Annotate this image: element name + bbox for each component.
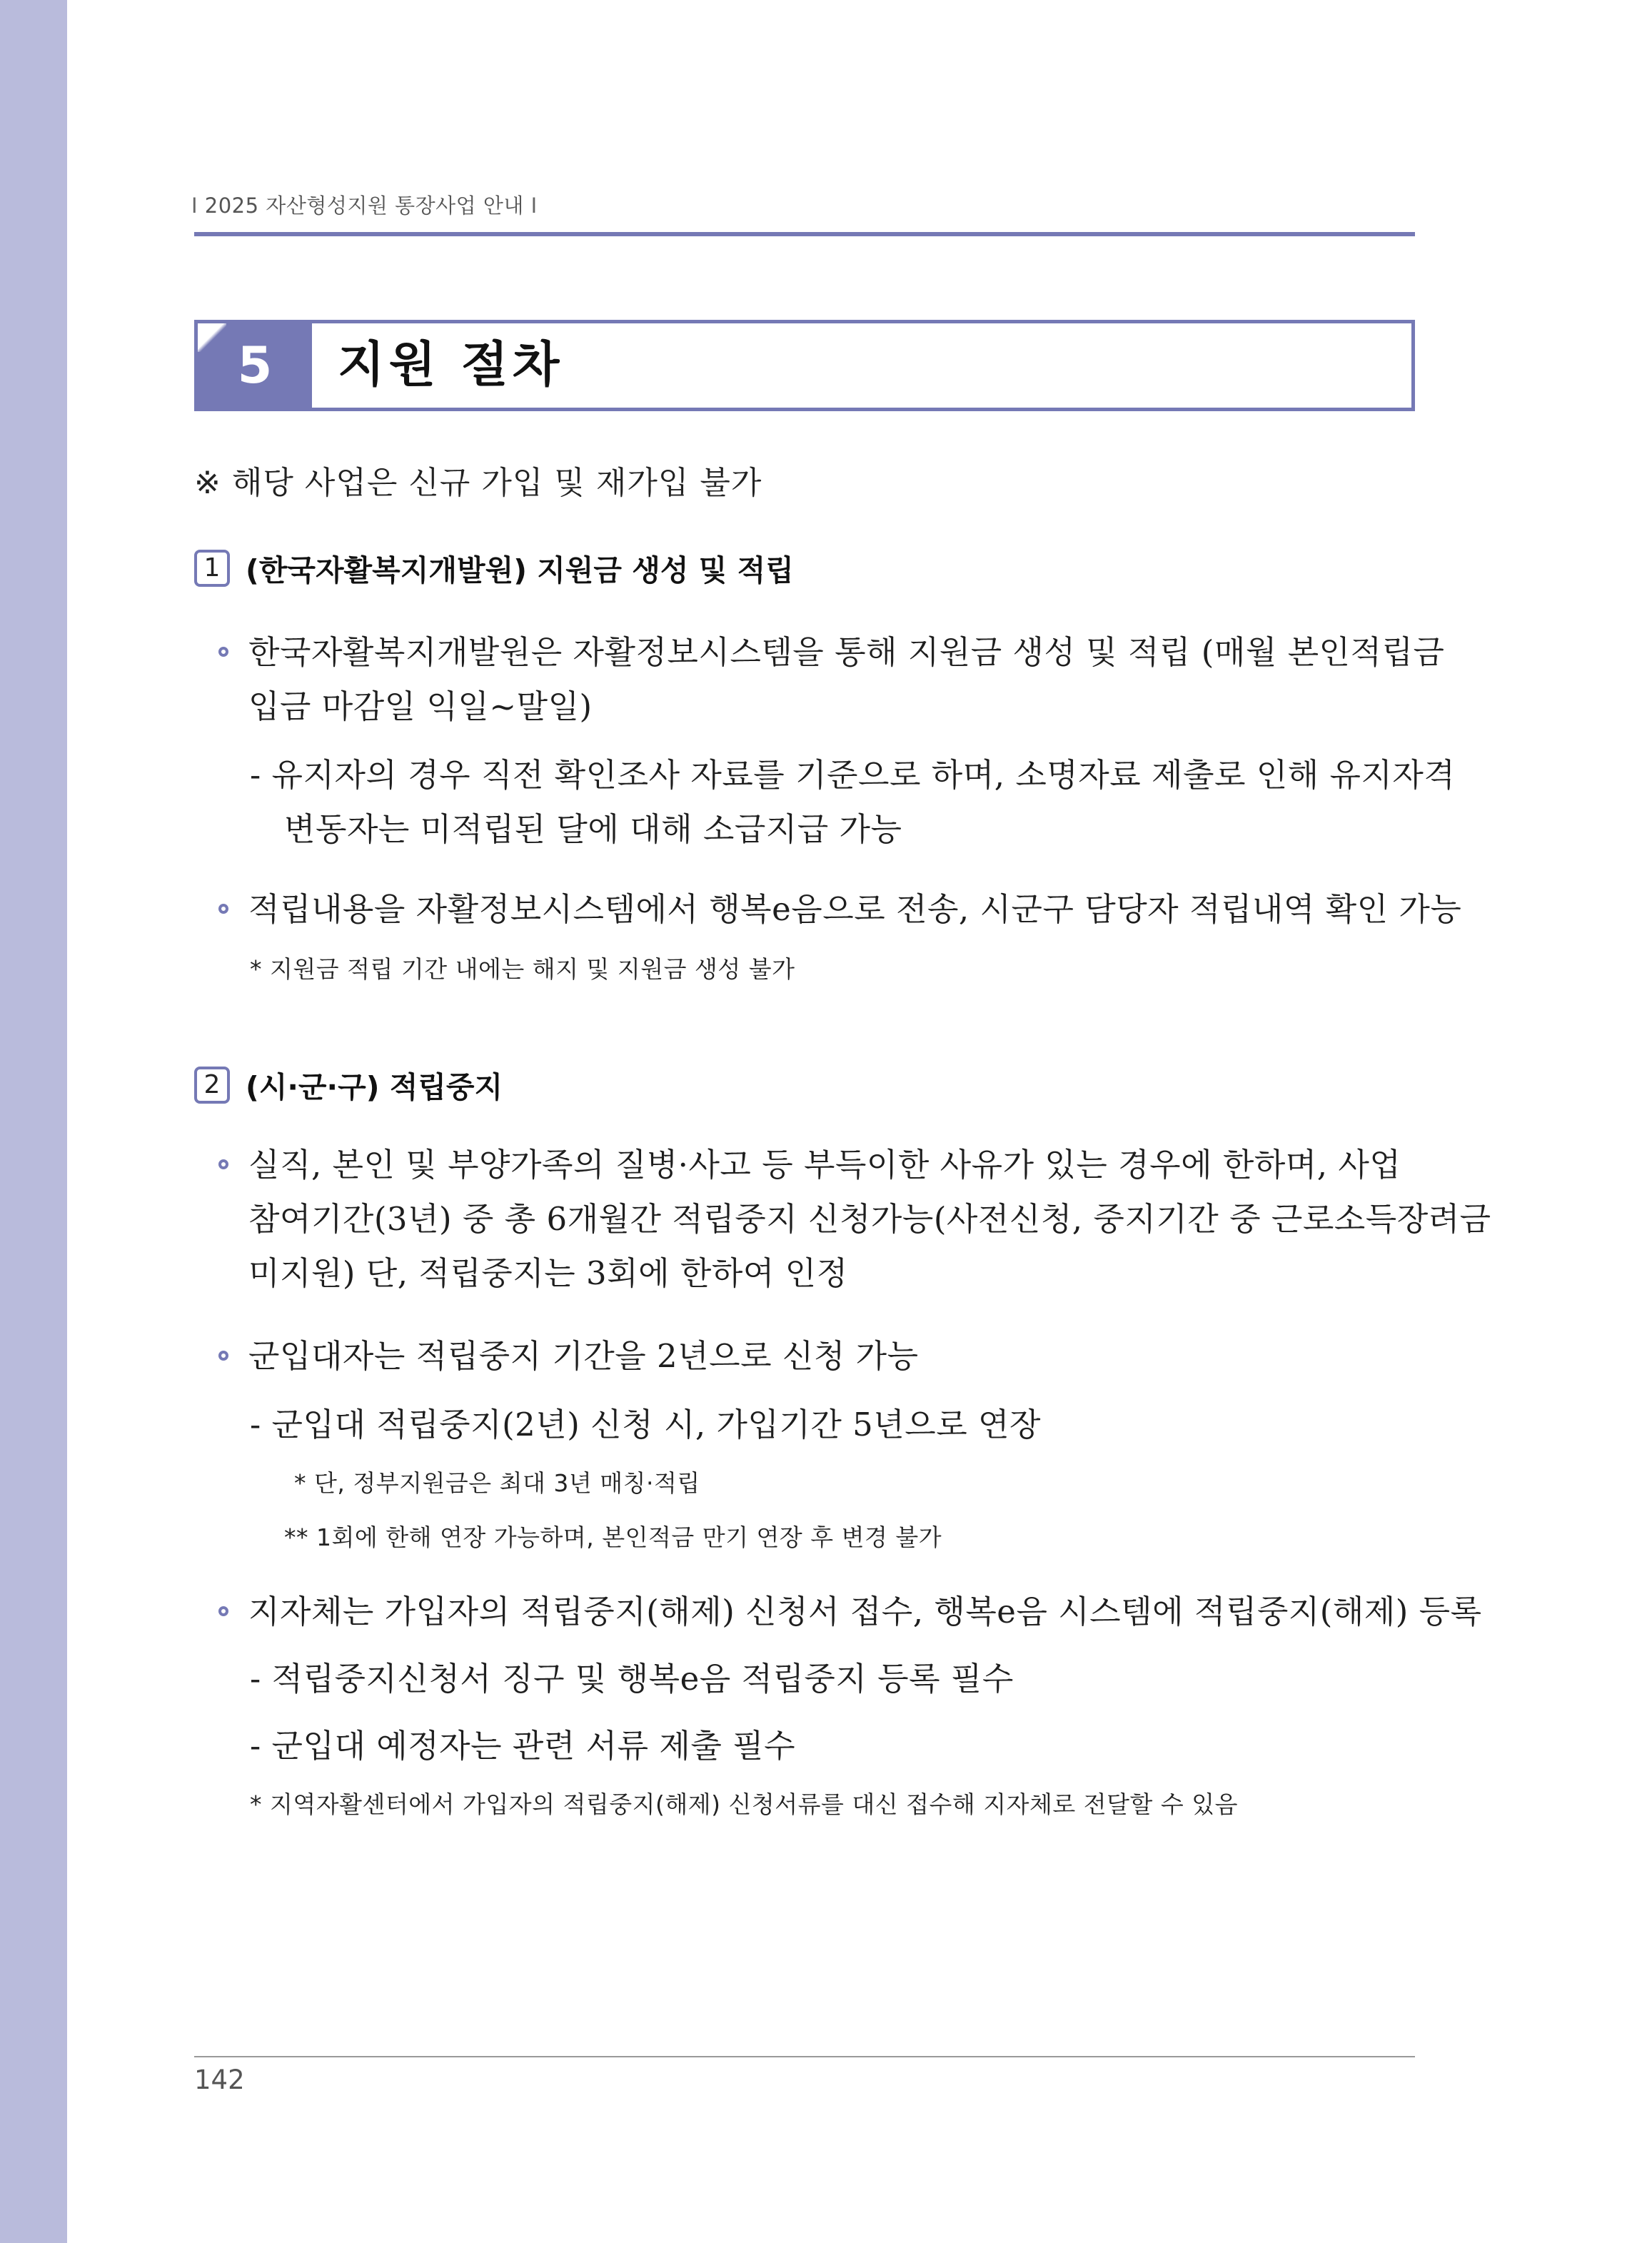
paragraph-line: 참여기간(3년) 중 총 6개월간 적립중지 신청가능(사전신청, 중지기간 중 근로소득장려금 xyxy=(248,1200,1491,1238)
paragraph-line: 실직, 본인 및 부양가족의 질병·사고 등 부득이한 사유가 있는 경우에 한하며, 사업 xyxy=(248,1146,1401,1184)
dash-item-line: - 군입대 적립중지(2년) 신청 시, 가입기간 5년으로 연장 xyxy=(250,1406,1041,1443)
paragraph-line: 적립내용을 자활정보시스템에서 행복e음으로 전송, 시군구 담당자 적립내역 확인 가능 xyxy=(248,890,1462,928)
dash-item-line: 변동자는 미적립된 달에 대해 소급지급 가능 xyxy=(284,810,902,848)
paragraph-line: 지자체는 가입자의 적립중지(해제) 신청서 접수, 행복e음 시스템에 적립중지(해제) 등록 xyxy=(248,1593,1482,1630)
running-header xyxy=(191,190,538,219)
paragraph-line: 입금 마감일 익일~말일) xyxy=(248,687,593,725)
footnote: * 지원금 적립 기간 내에는 해지 및 지원금 생성 불가 xyxy=(250,955,795,983)
header-bar-left: Ⅰ xyxy=(191,193,198,218)
footnote: * 지역자활센터에서 가입자의 적립중지(해제) 신청서류를 대신 접수해 지자체로 전달할 수 있음 xyxy=(250,1790,1239,1818)
dash-item-line: - 적립중지신청서 징구 및 행복e음 적립중지 등록 필수 xyxy=(250,1660,1014,1698)
header-rule xyxy=(194,232,1415,236)
bullet-circle-icon xyxy=(218,904,228,914)
side-accent-bar xyxy=(0,0,67,2243)
notice-text: ※ 해당 사업은 신규 가입 및 재가입 불가 xyxy=(194,465,762,501)
subsection-1-heading xyxy=(194,547,794,589)
header-text: 2025 자산형성지원 통장사업 안내 xyxy=(204,193,524,218)
footer-rule xyxy=(194,2056,1415,2057)
paragraph-line: 군입대자는 적립중지 기간을 2년으로 신청 가능 xyxy=(248,1337,919,1375)
subsection-2-number: 2 xyxy=(194,1067,230,1104)
bullet-circle-icon xyxy=(218,1351,228,1361)
dash-item-line: - 유지자의 경우 직전 확인조사 자료를 기준으로 하며, 소명자료 제출로 인해 유지자격 xyxy=(250,756,1456,794)
bullet-circle-icon xyxy=(218,647,228,657)
section-title: 지원 절차 xyxy=(338,337,564,393)
footnote: * 단, 정부지원금은 최대 3년 매칭·적립 xyxy=(294,1469,700,1497)
section-corner-decoration xyxy=(198,323,226,352)
dash-item-line: - 군입대 예정자는 관련 서류 제출 필수 xyxy=(250,1727,796,1765)
section-heading xyxy=(194,320,1415,411)
header-bar-right: Ⅰ xyxy=(530,193,538,218)
subsection-1-number: 1 xyxy=(194,550,230,587)
page-number: 142 xyxy=(194,2065,245,2095)
section-number: 5 xyxy=(198,323,312,408)
paragraph-line: 한국자활복지개발원은 자활정보시스템을 통해 지원금 생성 및 적립 (매월 본인적립금 xyxy=(248,633,1445,671)
subsection-1-title: (한국자활복지개발원) 지원금 생성 및 적립 xyxy=(246,553,794,588)
paragraph-line: 미지원) 단, 적립중지는 3회에 한하여 인정 xyxy=(248,1254,848,1292)
footnote: ** 1회에 한해 연장 가능하며, 본인적금 만기 연장 후 변경 불가 xyxy=(284,1523,942,1551)
subsection-2-title: (시·군·구) 적립중지 xyxy=(246,1070,503,1104)
bullet-circle-icon xyxy=(218,1606,228,1616)
subsection-2-heading xyxy=(194,1064,503,1106)
bullet-circle-icon xyxy=(218,1159,228,1169)
